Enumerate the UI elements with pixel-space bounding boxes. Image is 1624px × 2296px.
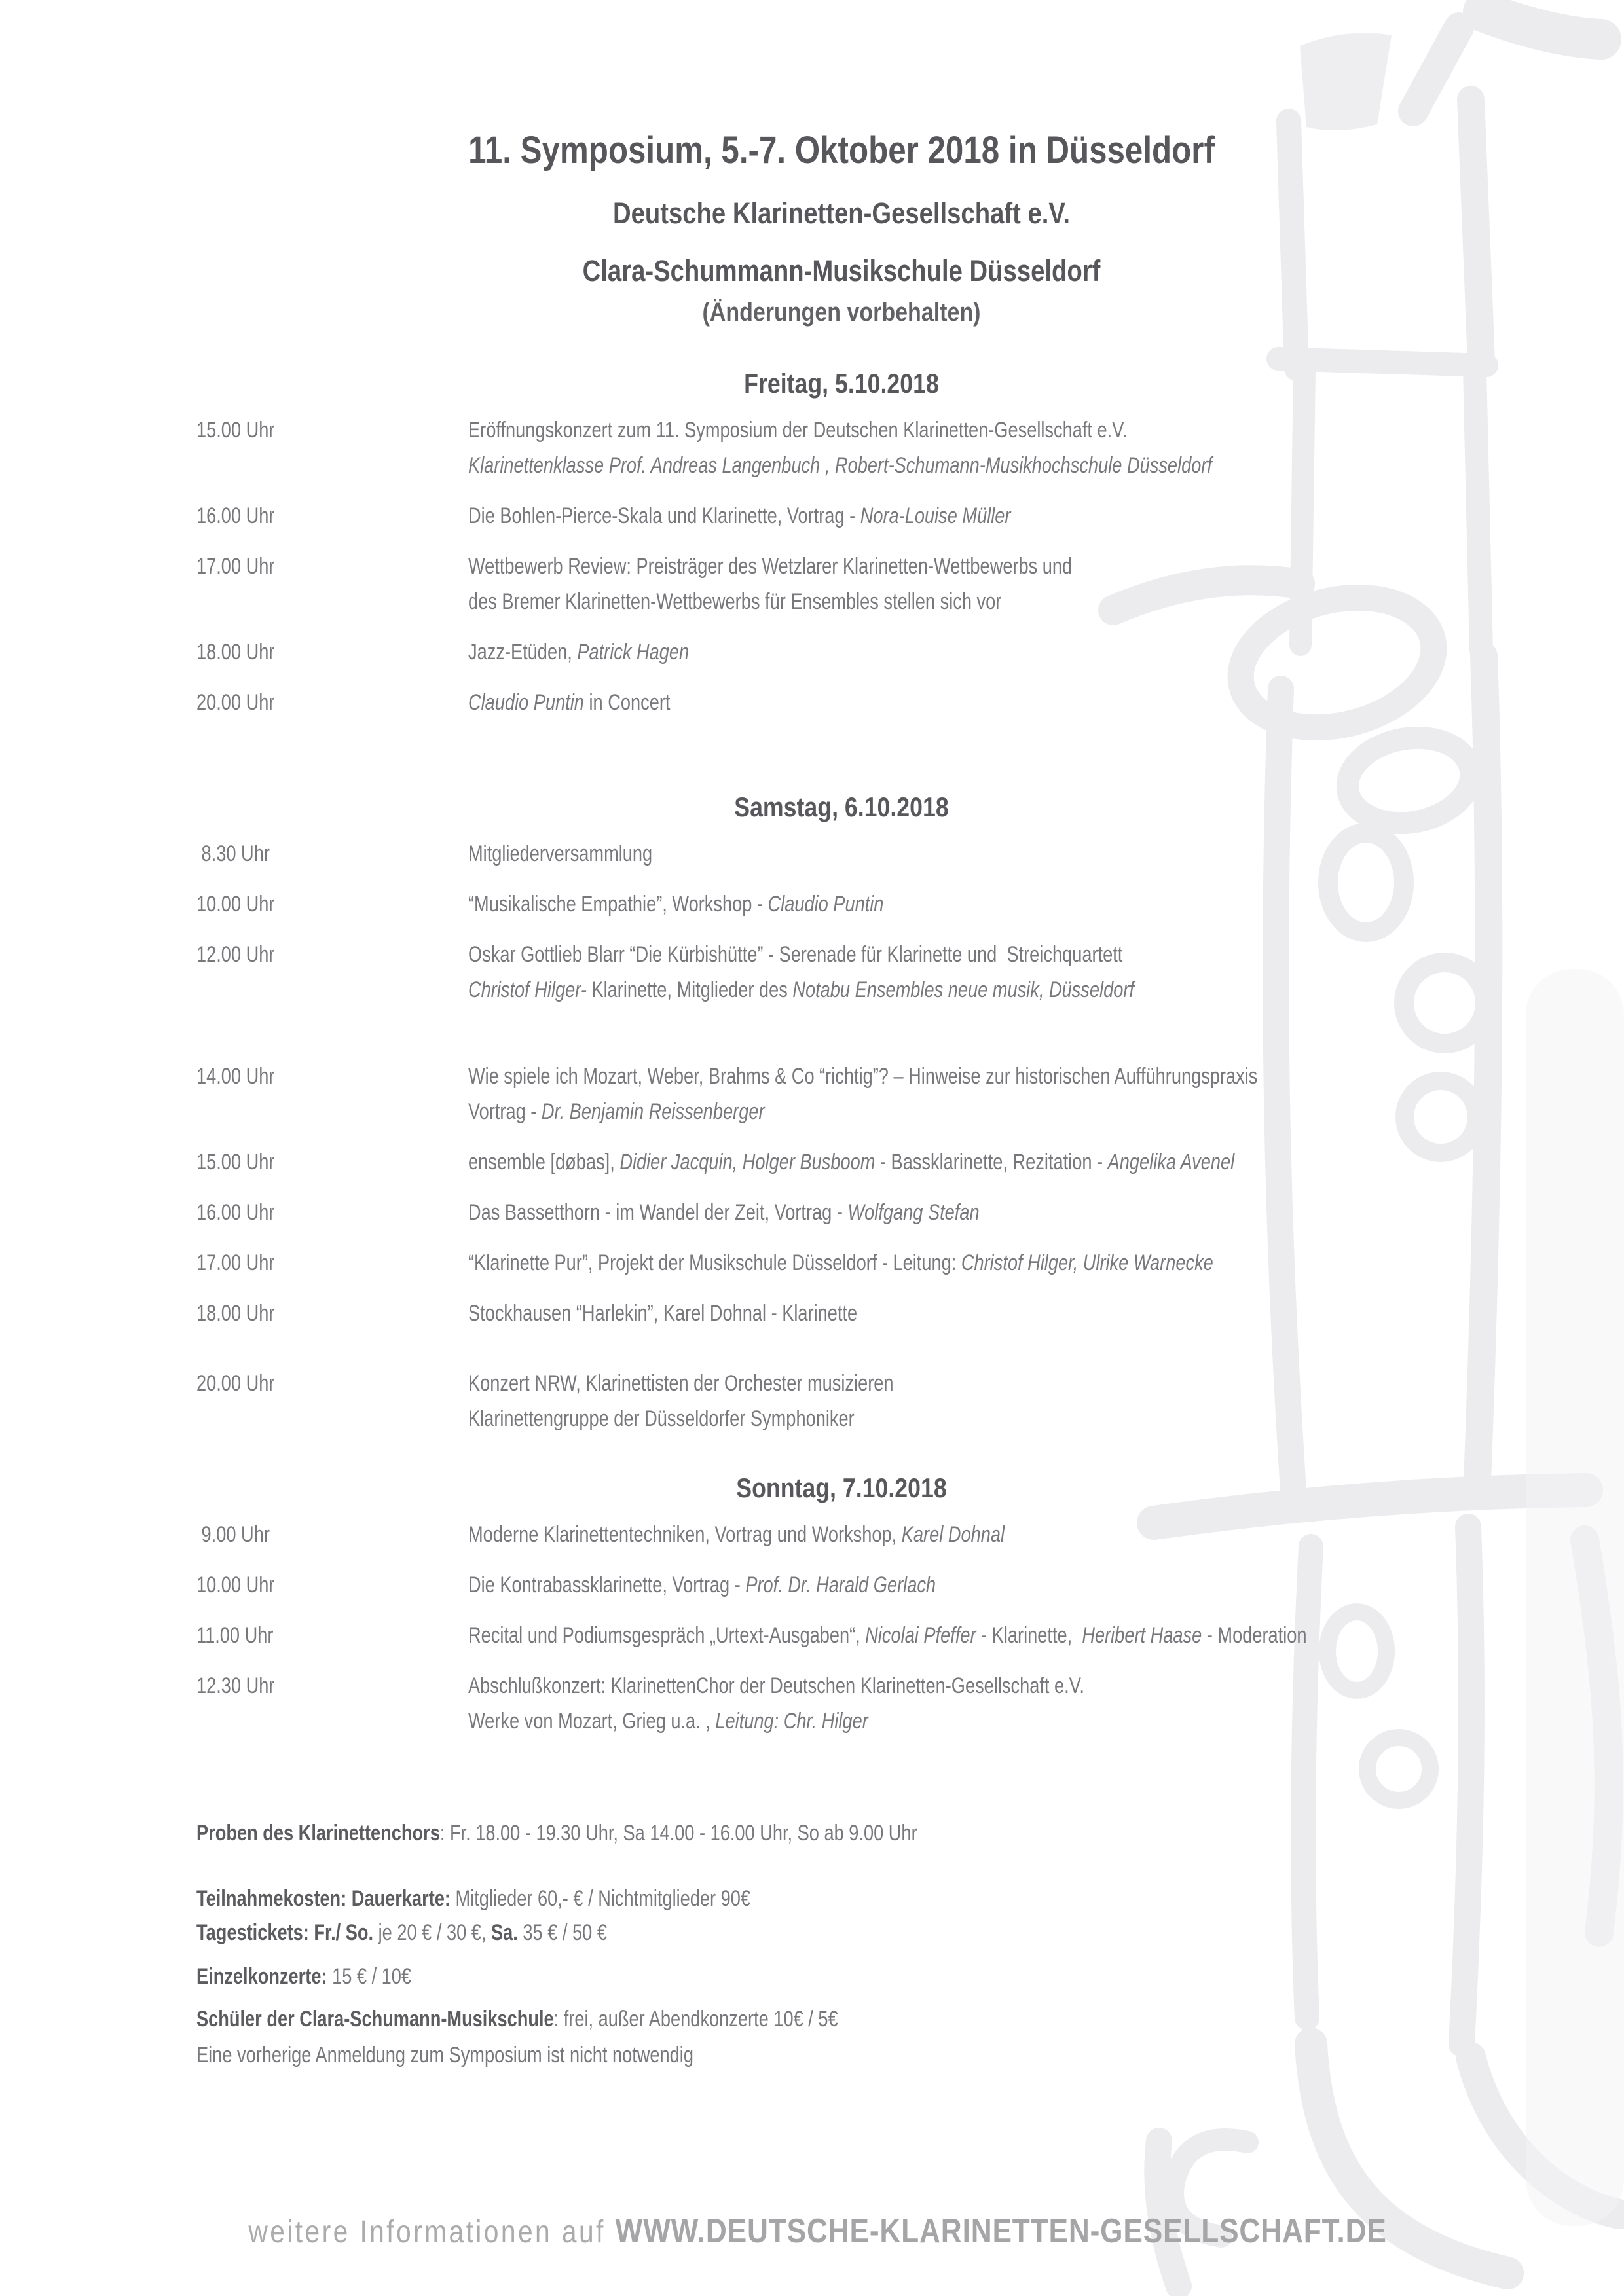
text: in Concert	[583, 690, 671, 715]
event-line	[468, 1296, 1283, 1331]
event-time	[196, 1618, 468, 1653]
event-description	[468, 1144, 1486, 1180]
text: Klarinettengruppe der Düsseldorfer Symphoniker	[468, 1406, 855, 1431]
text: Wie spiele ich Mozart, Weber, Brahms & Co “richtig”? – Hinweise zur historischen Aufführungspraxis	[468, 1064, 1258, 1089]
event-line	[468, 1245, 1283, 1281]
text: : frei, außer Abendkonzerte 10€ / 5€	[553, 2007, 838, 2032]
event-time-text: 18.00 Uhr	[196, 1301, 275, 1326]
text: Eröffnungskonzert zum 11. Symposium der Deutschen Klarinetten-Gesellschaft e.V.	[468, 418, 1128, 443]
schedule-row	[196, 1296, 1486, 1331]
schedule-row	[196, 1195, 1486, 1230]
italic-text: Christof Hilger-	[468, 977, 587, 1002]
info-note-text	[196, 1816, 1228, 1850]
italic-text: Notabu Ensembles neue musik, Düsseldorf	[792, 977, 1134, 1002]
info-notes	[196, 1754, 1486, 2072]
schedule-row	[196, 1618, 1486, 1653]
event-time-text: 8.30 Uhr	[196, 841, 270, 866]
bold-text: Schüler der Clara-Schumann-Musikschule	[196, 2007, 554, 2032]
text: Stockhausen “Harlekin”, Karel Dohnal - Klarinette	[468, 1301, 858, 1326]
event-description	[468, 1668, 1486, 1739]
event-description	[468, 1618, 1486, 1653]
text: 15 € / 10€	[327, 1964, 412, 1989]
footer-website-url: WWW.DEUTSCHE-KLARINETTEN-GESELLSCHAFT.DE	[615, 2212, 1388, 2250]
text: “Klarinette Pur”, Projekt der Musikschule Düsseldorf - Leitung:	[468, 1250, 961, 1275]
event-time-text: 12.30 Uhr	[196, 1673, 275, 1698]
text: Moderne Klarinettentechniken, Vortrag und Workshop,	[468, 1522, 902, 1547]
event-time-text: 16.00 Uhr	[196, 503, 275, 528]
event-description	[468, 886, 1486, 922]
text: je 20 € / 30 €,	[373, 1920, 492, 1945]
info-note	[196, 1816, 1486, 1850]
schedule-row	[196, 1245, 1486, 1281]
schedule-row	[196, 836, 1486, 871]
info-note-text	[196, 1916, 1228, 1950]
italic-text: Karel Dohnal	[901, 1522, 1005, 1547]
event-time	[196, 1567, 468, 1603]
event-description	[468, 412, 1486, 483]
day-heading: Sonntag, 7.10.2018	[736, 1472, 947, 1503]
italic-text: Nicolai Pfeffer	[865, 1623, 976, 1648]
event-time	[196, 1195, 468, 1230]
event-line	[468, 1059, 1283, 1094]
event-line	[468, 1517, 1283, 1552]
event-time	[196, 1668, 468, 1739]
text: Recital und Podiumsgespräch „Urtext-Ausgaben“,	[468, 1623, 866, 1648]
schedule-row	[196, 1517, 1486, 1552]
text: Konzert NRW, Klarinettisten der Orchester musizieren	[468, 1371, 894, 1396]
text: : Fr. 18.00 - 19.30 Uhr, Sa 14.00 - 16.00 Uhr, So ab 9.00 Uhr	[439, 1821, 917, 1846]
event-line	[468, 1618, 1307, 1653]
event-line	[468, 836, 1283, 871]
schedule-row	[196, 549, 1486, 619]
event-time-text: 20.00 Uhr	[196, 690, 275, 715]
event-time	[196, 549, 468, 619]
event-description	[468, 685, 1486, 720]
text: Werke von Mozart, Grieg u.a. ,	[468, 1709, 716, 1734]
schedule-row	[196, 498, 1486, 534]
day-rows	[196, 412, 1486, 735]
event-description	[468, 937, 1486, 1008]
info-note-text	[196, 2038, 1228, 2072]
schedule-row	[196, 1668, 1486, 1739]
day-section	[196, 367, 1486, 735]
event-time-text: 9.00 Uhr	[196, 1522, 270, 1547]
event-time	[196, 1245, 468, 1281]
info-note	[196, 1959, 1486, 1994]
schedule-row	[196, 1567, 1486, 1603]
schedule	[196, 329, 1486, 1754]
info-note	[196, 1882, 1486, 1916]
schedule-row	[196, 886, 1486, 922]
info-note-text	[196, 1959, 1228, 1994]
event-line	[468, 634, 1283, 670]
schedule-row	[196, 1144, 1486, 1180]
schedule-row	[196, 412, 1486, 483]
italic-text: Didier Jacquin, Holger Busboom	[619, 1150, 876, 1175]
event-line	[468, 1094, 1283, 1129]
text: Abschlußkonzert: KlarinettenChor der Deutschen Klarinetten-Gesellschaft e.V.	[468, 1673, 1084, 1698]
event-time-text: 17.00 Uhr	[196, 554, 275, 579]
event-description	[468, 1059, 1486, 1129]
event-time-text: 18.00 Uhr	[196, 640, 275, 665]
event-time-text: 10.00 Uhr	[196, 892, 275, 917]
schedule-row	[196, 634, 1486, 670]
event-time	[196, 836, 468, 871]
text: Die Bohlen-Pierce-Skala und Klarinette, Vortrag -	[468, 503, 860, 528]
event-time	[196, 1296, 468, 1331]
schedule-row	[196, 937, 1486, 1008]
italic-text: Christof Hilger, Ulrike Warnecke	[961, 1250, 1213, 1275]
italic-text: Claudio Puntin	[468, 690, 584, 715]
event-time-text: 16.00 Uhr	[196, 1200, 275, 1225]
event-line	[468, 412, 1283, 448]
day-heading: Samstag, 6.10.2018	[734, 792, 949, 822]
event-line	[468, 1567, 1283, 1603]
text: - Bassklarinette, Rezitation -	[875, 1150, 1108, 1175]
event-time-text: 14.00 Uhr	[196, 1064, 275, 1089]
text: - Klarinette,	[976, 1623, 1082, 1648]
event-time	[196, 1366, 468, 1436]
event-time	[196, 634, 468, 670]
event-description	[468, 498, 1486, 534]
event-description	[468, 1296, 1486, 1331]
event-description	[468, 1517, 1486, 1552]
text: Wettbewerb Review: Preisträger des Wetzlarer Klarinetten-Wettbewerbs und	[468, 554, 1073, 579]
info-note-text	[196, 2002, 1228, 2036]
event-time-text: 20.00 Uhr	[196, 1371, 275, 1396]
schedule-row	[196, 1366, 1486, 1436]
bold-text: Tagestickets: Fr./ So.	[196, 1920, 374, 1945]
event-line	[468, 1144, 1283, 1180]
italic-text: Wolfgang Stefan	[847, 1200, 980, 1225]
program-content	[196, 0, 1486, 2072]
event-line	[468, 448, 1283, 483]
event-description	[468, 1195, 1486, 1230]
event-line	[468, 937, 1283, 972]
venue-name: Clara-Schummann-Musikschule Düsseldorf	[582, 254, 1101, 287]
info-note	[196, 2002, 1486, 2036]
info-note	[196, 1916, 1486, 1950]
page-title: 11. Symposium, 5.-7. Oktober 2018 in Düsseldorf	[468, 129, 1215, 172]
event-description	[468, 1245, 1486, 1281]
text: des Bremer Klarinetten-Wettbewerbs für Ensembles stellen sich vor	[468, 589, 1002, 614]
text: Mitgliederversammlung	[468, 841, 653, 866]
italic-text: Klarinettenklasse Prof. Andreas Langenbuch , Robert-Schumann-Musikhochschule Düsseldorf	[468, 453, 1212, 478]
event-time-text: 11.00 Uhr	[196, 1623, 274, 1648]
text: Oskar Gottlieb Blarr “Die Kürbishütte” - Serenade für Klarinette und Streichquartett	[468, 942, 1123, 967]
italic-text: Prof. Dr. Harald Gerlach	[745, 1573, 936, 1597]
event-line	[468, 549, 1283, 584]
text: - Moderation	[1202, 1623, 1307, 1648]
event-line	[468, 1668, 1283, 1704]
info-note	[196, 2038, 1486, 2072]
event-line	[468, 1195, 1283, 1230]
event-description	[468, 634, 1486, 670]
schedule-row	[196, 1059, 1486, 1129]
day-heading: Freitag, 5.10.2018	[744, 368, 939, 399]
event-line	[468, 886, 1283, 922]
bold-text: Sa.	[491, 1920, 518, 1945]
changes-note: (Änderungen vorbehalten)	[702, 298, 981, 327]
text: Mitglieder 60,- € / Nichtmitglieder 90€	[450, 1886, 751, 1911]
text: Klarinette, Mitglieder des	[586, 977, 793, 1002]
event-time	[196, 886, 468, 922]
event-time-text: 12.00 Uhr	[196, 942, 275, 967]
text: Eine vorherige Anmeldung zum Symposium ist nicht notwendig	[196, 2043, 693, 2068]
event-line	[468, 1366, 1283, 1401]
event-time	[196, 1059, 468, 1129]
day-section	[196, 790, 1486, 1451]
schedule-row	[196, 685, 1486, 720]
event-line	[468, 972, 1283, 1008]
italic-text: Claudio Puntin	[767, 892, 884, 917]
organization-name: Deutsche Klarinetten-Gesellschaft e.V.	[613, 196, 1070, 230]
italic-text: Patrick Hagen	[577, 640, 690, 665]
event-line	[468, 1704, 1283, 1739]
event-time	[196, 1517, 468, 1552]
day-rows	[196, 836, 1486, 1451]
event-time-text: 17.00 Uhr	[196, 1250, 275, 1275]
event-time	[196, 937, 468, 1008]
event-time-text: 10.00 Uhr	[196, 1573, 275, 1597]
text: 35 € / 50 €	[517, 1920, 607, 1945]
bold-text: Teilnahmekosten: Dauerkarte:	[196, 1886, 451, 1911]
italic-text: Heribert Haase	[1082, 1623, 1202, 1648]
event-description	[468, 836, 1486, 871]
text: Die Kontrabassklarinette, Vortrag -	[468, 1573, 746, 1597]
event-line	[468, 584, 1283, 619]
footer-banner	[0, 2200, 1624, 2263]
day-section	[196, 1471, 1486, 1754]
event-line	[468, 1401, 1283, 1436]
text: ensemble [døbas],	[468, 1150, 620, 1175]
event-description	[468, 1567, 1486, 1603]
event-time	[196, 685, 468, 720]
bold-text: Einzelkonzerte:	[196, 1964, 327, 1989]
italic-text: Nora-Louise Müller	[860, 503, 1011, 528]
italic-text: Leitung: Chr. Hilger	[715, 1709, 868, 1734]
footer-text	[249, 2212, 1387, 2251]
text: Vortrag -	[468, 1099, 542, 1124]
footer-prefix: weitere Informationen auf	[248, 2215, 616, 2250]
info-note-text	[196, 1882, 1228, 1916]
event-time	[196, 498, 468, 534]
event-time	[196, 412, 468, 483]
event-time	[196, 1144, 468, 1180]
italic-text: Angelika Avenel	[1107, 1150, 1235, 1175]
event-line	[468, 685, 1283, 720]
event-description	[468, 1366, 1486, 1436]
text: Jazz-Etüden,	[468, 640, 578, 665]
event-time-text: 15.00 Uhr	[196, 1150, 275, 1175]
italic-text: Dr. Benjamin Reissenberger	[541, 1099, 765, 1124]
event-time-text: 15.00 Uhr	[196, 418, 275, 443]
text: “Musikalische Empathie”, Workshop -	[468, 892, 768, 917]
text: Das Bassetthorn - im Wandel der Zeit, Vortrag -	[468, 1200, 848, 1225]
day-rows	[196, 1517, 1486, 1754]
event-description	[468, 549, 1486, 619]
event-line	[468, 498, 1283, 534]
bold-text: Proben des Klarinettenchors	[196, 1821, 440, 1846]
